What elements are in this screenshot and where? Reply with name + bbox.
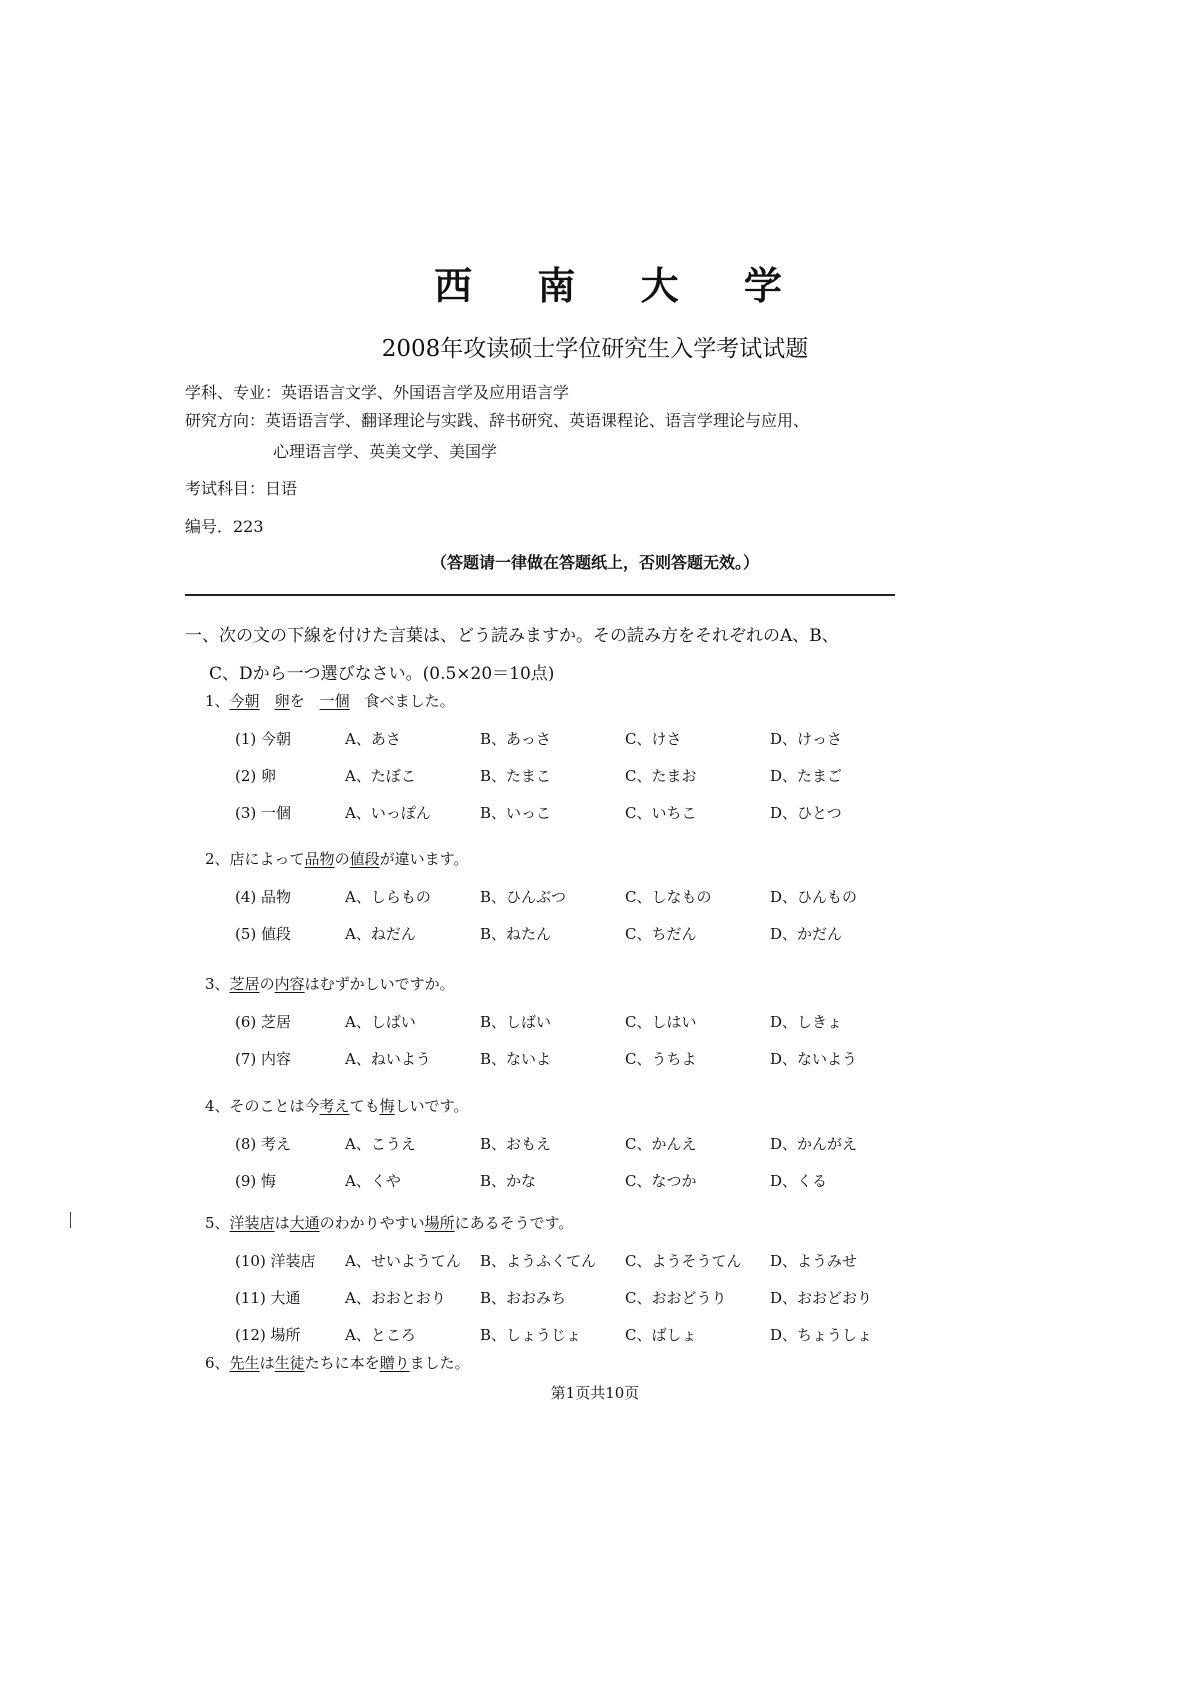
question-stem: [205, 848, 468, 869]
stem-text: たちに本を: [304, 1354, 380, 1372]
option-b: B、ねたん: [480, 925, 552, 943]
stem-text: は: [274, 1214, 290, 1232]
stem-text: のわかりやすい: [319, 1214, 425, 1232]
stem-text: 5、: [205, 1214, 230, 1232]
item-label: (9) 悔: [235, 1172, 277, 1190]
option-d: D、たまご: [770, 767, 843, 785]
question-stem: [205, 973, 455, 994]
option-b: B、かな: [480, 1172, 537, 1190]
option-c: C、なつか: [625, 1172, 697, 1190]
option-d: D、かだん: [770, 925, 843, 943]
item-label: (2) 卵: [235, 767, 277, 785]
option-b: B、しばい: [480, 1013, 552, 1031]
answer-notice: （答题请一律做在答题纸上，否则答题无效。）: [430, 553, 759, 572]
question-stem: [205, 1212, 573, 1233]
section-1-instructions: [185, 617, 839, 693]
option-c: C、おおどうり: [625, 1289, 727, 1307]
exam-subtitle: 2008年攻读硕士学位研究生入学考试试题: [381, 336, 809, 362]
margin-mark: [70, 1212, 71, 1228]
option-b: B、いっこ: [480, 804, 552, 822]
underlined-word: 悔: [379, 1097, 395, 1115]
option-b: B、あっさ: [480, 730, 551, 748]
option-d: D、ひとつ: [770, 804, 842, 822]
item-label: (11) 大通: [235, 1289, 301, 1307]
direction-line-2: 心理语言学、英美文学、美国学: [273, 442, 498, 461]
item-label: (12) 場所: [235, 1326, 301, 1344]
option-b: B、ないよ: [480, 1050, 552, 1068]
item-label: (3) 一個: [235, 804, 292, 822]
underlined-word: 考え: [319, 1097, 350, 1115]
option-c: C、けさ: [625, 730, 682, 748]
stem-text: 4、そのことは今: [205, 1097, 320, 1115]
option-b: B、たまこ: [480, 767, 552, 785]
item-label: (10) 洋装店: [235, 1252, 316, 1270]
option-c: C、しはい: [625, 1013, 697, 1031]
option-d: D、ようみせ: [770, 1252, 858, 1270]
option-a: A、くや: [345, 1172, 401, 1190]
discipline-line: 学科、专业：英语语言文学、外国语言学及应用语言学: [185, 383, 570, 402]
underlined-word: 大通: [289, 1214, 320, 1232]
option-a: A、あさ: [345, 730, 401, 748]
stem-text: は: [259, 1354, 275, 1372]
stem-text: の: [334, 850, 350, 868]
stem-text: にあるそうです。: [454, 1214, 574, 1232]
option-a: A、たぼこ: [345, 767, 416, 785]
option-b: B、おおみち: [480, 1289, 567, 1307]
item-label: (7) 内容: [235, 1050, 292, 1068]
stem-text: ました。: [409, 1354, 470, 1372]
option-a: A、こうえ: [345, 1135, 416, 1153]
stem-text: しいです。: [394, 1097, 469, 1115]
option-a: A、ねいよう: [345, 1050, 431, 1068]
item-label: (5) 値段: [235, 925, 292, 943]
option-d: D、おおどおり: [770, 1289, 873, 1307]
underlined-word: 生徒: [274, 1354, 305, 1372]
question-stem: [205, 690, 455, 711]
item-label: (4) 品物: [235, 888, 292, 906]
option-c: C、ばしょ: [625, 1326, 697, 1344]
option-d: D、ないよう: [770, 1050, 858, 1068]
divider: [185, 594, 895, 596]
option-d: D、くる: [770, 1172, 828, 1190]
stem-text: はむずかしいですか。: [304, 975, 455, 993]
option-d: D、しきょ: [770, 1013, 843, 1031]
stem-text: 1、: [205, 692, 230, 710]
stem-text: 3、: [205, 975, 230, 993]
underlined-word: 芝居: [229, 975, 260, 993]
underlined-word: 先生: [229, 1354, 260, 1372]
stem-text: を: [289, 692, 320, 710]
underlined-word: 洋装店: [229, 1214, 275, 1232]
exam-code: 编号．223: [185, 517, 264, 536]
option-c: C、かんえ: [625, 1135, 697, 1153]
option-c: C、うちよ: [625, 1050, 697, 1068]
underlined-word: 品物: [304, 850, 335, 868]
underlined-word: 場所: [424, 1214, 455, 1232]
option-c: C、たまお: [625, 767, 697, 785]
option-b: B、ようふくてん: [480, 1252, 597, 1270]
stem-text: ても: [349, 1097, 380, 1115]
option-c: C、ちだん: [625, 925, 697, 943]
university-title: 西 南 大 学: [434, 263, 808, 308]
stem-text: が違います。: [379, 850, 469, 868]
option-a: A、せいようてん: [345, 1252, 461, 1270]
option-d: D、けっさ: [770, 730, 843, 748]
option-d: D、ちょうしょ: [770, 1326, 873, 1344]
option-c: C、ようそうてん: [625, 1252, 742, 1270]
option-c: C、しなもの: [625, 888, 712, 906]
stem-text: 6、: [205, 1354, 230, 1372]
underlined-word: 贈り: [379, 1354, 410, 1372]
option-a: A、ねだん: [345, 925, 416, 943]
option-b: B、おもえ: [480, 1135, 552, 1153]
option-a: A、おおとおり: [345, 1289, 446, 1307]
underlined-word: 一個: [319, 692, 350, 710]
option-b: B、ひんぶつ: [480, 888, 567, 906]
underlined-word: 内容: [274, 975, 305, 993]
option-a: A、ところ: [345, 1326, 416, 1344]
stem-text: 食べました。: [349, 692, 455, 710]
option-c: C、いちこ: [625, 804, 697, 822]
section-1-line-1: 一、次の文の下線を付けた言葉は、どう読みますか。その読み方をそれぞれのA、B、: [185, 626, 839, 646]
item-label: (1) 今朝: [235, 730, 292, 748]
option-a: A、しばい: [345, 1013, 416, 1031]
page-footer: 第1页共10页: [550, 1384, 640, 1402]
option-d: D、ひんもの: [770, 888, 858, 906]
exam-subject: 考试科目：日语: [185, 479, 298, 498]
option-d: D、かんがえ: [770, 1135, 858, 1153]
direction-line-1: 研究方向：英语语言学、翻译理论与实践、辞书研究、英语课程论、语言学理论与应用、: [185, 411, 810, 430]
research-direction: [185, 408, 809, 462]
stem-text: 2、店によって: [205, 850, 305, 868]
question-stem: [205, 1352, 470, 1373]
option-a: A、しらもの: [345, 888, 431, 906]
underlined-word: 今朝: [229, 692, 260, 710]
underlined-word: 値段: [349, 850, 380, 868]
underlined-word: 卵: [274, 692, 290, 710]
question-stem: [205, 1095, 468, 1116]
option-b: B、しょうじょ: [480, 1326, 582, 1344]
stem-text: の: [259, 975, 275, 993]
stem-text: [260, 692, 275, 710]
option-a: A、いっぽん: [345, 804, 431, 822]
item-label: (6) 芝居: [235, 1013, 292, 1031]
section-1-line-2: C、Dから一つ選びなさい。(0.5×20＝10点): [209, 664, 555, 684]
item-label: (8) 考え: [235, 1135, 292, 1153]
